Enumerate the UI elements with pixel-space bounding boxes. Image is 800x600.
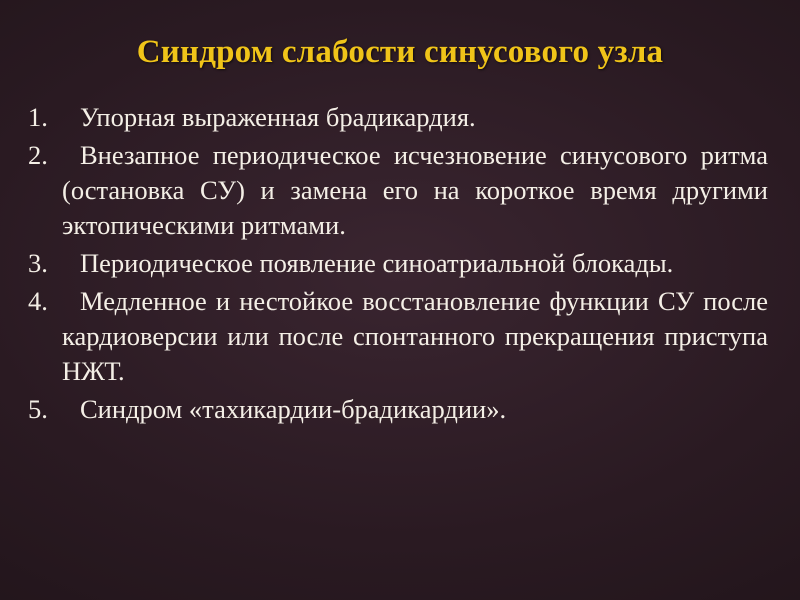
list-item-number: 2. (28, 139, 48, 170)
list-item-number: 3. (28, 247, 48, 278)
list-item-number: 1. (28, 102, 48, 132)
list-item (28, 100, 774, 135)
list-item (28, 138, 774, 243)
list-item-number: 4. (28, 285, 48, 316)
list-item-text: Упорная выраженная брадикардия. (80, 102, 476, 132)
page-title: Синдром слабости синусового узла (136, 34, 664, 70)
list-item-text: Синдром «тахикардии-брадикардии». (80, 393, 507, 424)
list-item (28, 284, 774, 389)
list-item (28, 246, 774, 281)
list-item-text: Внезапное периодическое исчезновение синусового ритма (остановка СУ) и замена его на короткое время другими эктопическими ритмами. (62, 139, 768, 240)
list-item-text: Медленное и нестойкое восстановление функции СУ после кардиоверсии или после спонтанного прекращения приступа НЖТ. (62, 285, 768, 386)
list-item-text: Периодическое появление синоатриальной блокады. (80, 247, 674, 278)
list-item-number: 5. (28, 393, 48, 424)
list-item (28, 392, 774, 427)
numbered-list (28, 100, 774, 430)
